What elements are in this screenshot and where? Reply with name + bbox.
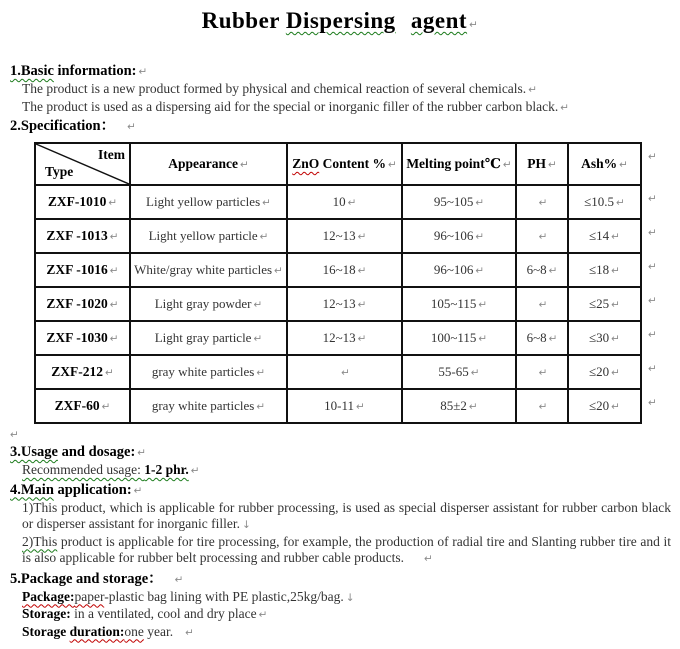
corner-label-type: Type xyxy=(45,164,74,179)
package-word-misspelled: paper xyxy=(74,588,105,604)
paragraph-mark: ↵ xyxy=(648,295,657,307)
cell-value: 96~106 xyxy=(433,228,474,243)
paragraph-mark: ↵ xyxy=(109,333,119,345)
specification-table xyxy=(34,142,660,424)
cell-value: 10-11 xyxy=(324,398,355,413)
heading-text: 3.Usage xyxy=(10,444,58,460)
paragraph-mark: ↵ xyxy=(648,363,657,375)
paragraph-mark: ↵ xyxy=(648,151,657,163)
header-text: Ash% xyxy=(581,156,618,171)
header-text-misspelled: ZnO xyxy=(292,156,320,171)
paragraph-mark: ↵ xyxy=(611,231,620,243)
cell-value: 96~106 xyxy=(433,262,474,277)
cell-value: ZXF-212 xyxy=(51,364,103,379)
paragraph-mark: ↵ xyxy=(648,227,657,239)
paragraph-mark: ↵ xyxy=(547,159,557,171)
cell-value: 105~115 xyxy=(430,296,477,311)
paragraph-mark: ↵ xyxy=(502,159,512,171)
paragraph-mark: ↵ xyxy=(619,159,628,171)
paragraph-mark: ↵ xyxy=(10,429,19,441)
paragraph-mark: ↵ xyxy=(538,197,548,209)
paragraph-mark: ↵ xyxy=(648,329,657,341)
cell-melting xyxy=(402,389,516,423)
heading-text: 1.Basic xyxy=(10,63,54,79)
paragraph-mark: ↵ xyxy=(611,367,620,379)
paragraph-mark: ↵ xyxy=(424,553,433,565)
cell-value: Light yellow particle xyxy=(148,228,258,243)
duration-label: Storage xyxy=(22,623,70,639)
paragraph-mark: ↵ xyxy=(387,159,397,171)
paragraph-mark: ↵ xyxy=(253,299,263,311)
paragraph-text-misspelled: 2)This xyxy=(22,533,58,549)
paragraph-mark: ↵ xyxy=(468,401,478,413)
heading-text: 4.Main xyxy=(10,481,54,498)
cell-appearance xyxy=(130,321,287,355)
cell-ash xyxy=(568,253,641,287)
paragraph-mark: ↵ xyxy=(538,401,548,413)
cell-value: 12~13 xyxy=(322,228,356,243)
cell-ash xyxy=(568,355,641,389)
paragraph-mark: ↵ xyxy=(616,197,625,209)
cell-appearance xyxy=(130,287,287,321)
paragraph-mark: ↵ xyxy=(357,265,367,277)
cell-value: gray white particles xyxy=(151,364,255,379)
paragraph-mark: ↵ xyxy=(101,401,111,413)
heading-text: application: xyxy=(53,481,132,498)
paragraph-mark: ↵ xyxy=(538,231,548,243)
section-heading-usage-dosage xyxy=(0,443,680,462)
row-end-mark xyxy=(641,185,659,219)
header-zno-content xyxy=(287,143,402,185)
usage-label: Recommended usage: xyxy=(22,462,145,477)
empty-paragraph xyxy=(0,427,680,442)
cell-value: 95~105 xyxy=(433,194,474,209)
cell-type xyxy=(35,355,130,389)
cell-value: ZXF -1016 xyxy=(46,262,108,277)
cell-melting xyxy=(402,321,516,355)
row-end-mark xyxy=(641,143,659,185)
cell-value: 6~8 xyxy=(526,262,547,277)
cell-value: Light gray particle xyxy=(154,330,252,345)
paragraph-mark: ↵ xyxy=(256,367,266,379)
cell-ph xyxy=(516,185,568,219)
cell-value: ≤18 xyxy=(589,262,610,277)
paragraph-mark: ↵ xyxy=(109,265,119,277)
cell-type xyxy=(35,321,130,355)
table-row xyxy=(35,389,659,423)
duration-word-misspelled: one xyxy=(124,623,144,639)
section-heading-specification xyxy=(0,117,680,136)
cell-value: ZXF -1030 xyxy=(46,330,108,345)
document-title xyxy=(0,0,680,40)
row-end-mark xyxy=(641,253,659,287)
table-corner-cell xyxy=(35,143,130,185)
cell-ph xyxy=(516,355,568,389)
paragraph-mark: ↵ xyxy=(538,367,548,379)
header-text: Melting point℃ xyxy=(406,156,501,171)
table-row xyxy=(35,287,659,321)
header-text: PH xyxy=(527,156,546,171)
paragraph-mark: ↵ xyxy=(528,84,537,96)
paragraph-mark: ↵ xyxy=(548,333,558,345)
paragraph-mark: ↵ xyxy=(611,333,620,345)
line-break-mark: ↓ xyxy=(345,591,355,604)
paragraph-storage-duration xyxy=(0,624,680,642)
paragraph-text xyxy=(22,462,189,477)
header-text: Content % xyxy=(319,156,386,171)
corner-label-item: Item xyxy=(98,147,125,162)
cell-ash xyxy=(568,389,641,423)
header-ash xyxy=(568,143,641,185)
paragraph-mark: ↵ xyxy=(262,197,271,209)
table-row xyxy=(35,321,659,355)
title-word: Rubber xyxy=(201,8,280,33)
paragraph-mark: ↵ xyxy=(475,231,485,243)
cell-appearance xyxy=(130,185,287,219)
paragraph-mark: ↵ xyxy=(341,367,350,379)
cell-zno xyxy=(287,219,402,253)
cell-value: ≤14 xyxy=(589,228,610,243)
paragraph-mark: ↵ xyxy=(357,333,367,345)
cell-value: ≤10.5 xyxy=(584,194,615,209)
table-row xyxy=(35,185,659,219)
cell-ph xyxy=(516,219,568,253)
cell-value: 55-65 xyxy=(438,364,469,379)
cell-value: ≤30 xyxy=(589,330,610,345)
paragraph-mark: ↵ xyxy=(548,265,558,277)
paragraph-mark: ↵ xyxy=(469,19,479,31)
cell-melting xyxy=(402,185,516,219)
package-label: Package: xyxy=(22,588,75,604)
paragraph-mark: ↵ xyxy=(648,397,657,409)
cell-ph xyxy=(516,389,568,423)
header-melting-point xyxy=(402,143,516,185)
paragraph-mark: ↵ xyxy=(109,231,119,243)
paragraph-text: The product is used as a dispersing aid for the special or inorganic filler of the rubber carbon black. xyxy=(22,98,559,114)
paragraph-mark: ↵ xyxy=(109,299,119,311)
table-row xyxy=(35,253,659,287)
paragraph-application-1 xyxy=(0,500,680,534)
header-text: Appearance xyxy=(168,156,238,171)
paragraph-text: 1)This product, which is applicable for rubber processing, is used as special disperser assistant for rubber carbon black or disperser assistant for inorganic filler. xyxy=(22,499,671,531)
cell-melting xyxy=(402,355,516,389)
heading-text: information: xyxy=(53,63,137,79)
cell-value: 12~13 xyxy=(322,330,356,345)
cell-melting xyxy=(402,253,516,287)
paragraph-mark: ↵ xyxy=(185,626,194,639)
cell-ash xyxy=(568,321,641,355)
paragraph-basic-info-2 xyxy=(0,99,680,117)
paragraph-mark: ↵ xyxy=(133,484,143,497)
paragraph-mark: ↵ xyxy=(256,401,266,413)
cell-ash xyxy=(568,287,641,321)
section-heading-main-application xyxy=(0,481,680,500)
cell-type xyxy=(35,185,130,219)
header-ph xyxy=(516,143,568,185)
paragraph-mark: ↵ xyxy=(174,573,184,586)
cell-zno xyxy=(287,355,402,389)
paragraph-basic-info-1 xyxy=(0,81,680,99)
duration-label-misspelled: duration: xyxy=(69,623,125,639)
paragraph-text: year. xyxy=(143,623,174,639)
paragraph-mark: ↵ xyxy=(357,231,367,243)
paragraph-text: -plastic bag lining with PE plastic,25kg/bag. xyxy=(104,588,344,604)
paragraph-mark: ↵ xyxy=(274,265,283,277)
paragraph-mark: ↵ xyxy=(611,299,620,311)
section-heading-package-storage xyxy=(0,570,680,589)
cell-type xyxy=(35,253,130,287)
cell-value: Light gray powder xyxy=(154,296,252,311)
cell-value: ZXF -1013 xyxy=(46,228,108,243)
paragraph-mark: ↵ xyxy=(259,231,269,243)
cell-zno xyxy=(287,185,402,219)
paragraph-mark: ↵ xyxy=(611,401,620,413)
cell-ph xyxy=(516,287,568,321)
storage-label: Storage: xyxy=(22,606,71,621)
paragraph-mark: ↵ xyxy=(239,159,249,171)
paragraph-mark: ↵ xyxy=(253,333,263,345)
heading-text: and dosage: xyxy=(57,444,136,460)
cell-ash xyxy=(568,219,641,253)
paragraph-mark: ↵ xyxy=(190,465,200,477)
cell-appearance xyxy=(130,389,287,423)
paragraph-mark: ↵ xyxy=(127,121,136,133)
heading-text: 2.Specification： xyxy=(10,118,116,134)
paragraph-mark: ↵ xyxy=(347,197,357,209)
row-end-mark xyxy=(641,389,659,423)
paragraph-mark: ↵ xyxy=(104,367,114,379)
paragraph-storage xyxy=(0,606,680,624)
paragraph-application-2 xyxy=(0,534,680,568)
cell-value: ZXF-60 xyxy=(54,398,100,413)
cell-zno xyxy=(287,253,402,287)
table-header-row xyxy=(35,143,659,185)
paragraph-mark: ↵ xyxy=(475,197,485,209)
cell-zno xyxy=(287,389,402,423)
cell-value: 100~115 xyxy=(430,330,477,345)
paragraph-text: The product is a new product formed by physical and chemical reaction of several chemicals. xyxy=(22,81,527,96)
cell-zno xyxy=(287,321,402,355)
cell-value: 10 xyxy=(332,194,346,209)
paragraph-mark: ↵ xyxy=(137,447,147,459)
cell-appearance xyxy=(130,355,287,389)
cell-value: 85±2 xyxy=(440,398,467,413)
row-end-mark xyxy=(641,219,659,253)
paragraph-mark: ↵ xyxy=(138,66,148,78)
cell-melting xyxy=(402,287,516,321)
table-row xyxy=(35,219,659,253)
cell-ph xyxy=(516,253,568,287)
cell-value: gray white particles xyxy=(151,398,255,413)
paragraph-mark: ↵ xyxy=(470,367,480,379)
table-row xyxy=(35,355,659,389)
paragraph-mark: ↵ xyxy=(356,401,365,413)
cell-type xyxy=(35,287,130,321)
row-end-mark xyxy=(641,321,659,355)
cell-ph xyxy=(516,321,568,355)
cell-value: 16~18 xyxy=(322,262,356,277)
cell-value: White/gray white particles xyxy=(134,262,273,277)
cell-value: ≤20 xyxy=(589,398,610,413)
paragraph-text: in a ventilated, cool and dry place xyxy=(70,606,257,621)
paragraph-mark: ↵ xyxy=(611,265,620,277)
cell-ash xyxy=(568,185,641,219)
line-break-mark: ↓ xyxy=(241,519,251,531)
cell-value: Light yellow particles xyxy=(146,194,261,209)
cell-appearance xyxy=(130,219,287,253)
title-word-misspelled: Dispersing xyxy=(285,8,396,33)
usage-value: 1-2 phr. xyxy=(144,462,189,477)
cell-appearance xyxy=(130,253,287,287)
paragraph-mark: ↵ xyxy=(648,261,657,273)
paragraph-mark: ↵ xyxy=(538,299,548,311)
paragraph-text: product is applicable for tire processing, for example, the production of radial tire and Slanting rubber tire and it is also applicable for rubber belt processing and rubber cable products. xyxy=(22,533,671,565)
cell-melting xyxy=(402,219,516,253)
heading-text: 5.Package and storage： xyxy=(10,570,163,587)
paragraph-mark: ↵ xyxy=(560,101,570,114)
cell-type xyxy=(35,219,130,253)
cell-value: ≤25 xyxy=(589,296,610,311)
cell-value: 6~8 xyxy=(526,330,547,345)
cell-value: ZXF-1010 xyxy=(47,194,107,209)
cell-zno xyxy=(287,287,402,321)
paragraph-mark: ↵ xyxy=(258,609,268,621)
cell-value: ≤20 xyxy=(589,364,610,379)
row-end-mark xyxy=(641,355,659,389)
paragraph-mark: ↵ xyxy=(475,265,485,277)
title-word-misspelled: agent xyxy=(410,8,468,33)
header-appearance xyxy=(130,143,287,185)
paragraph-package xyxy=(0,589,680,607)
paragraph-mark: ↵ xyxy=(357,299,367,311)
paragraph-mark: ↵ xyxy=(648,193,657,205)
cell-value: 12~13 xyxy=(322,296,356,311)
paragraph-mark: ↵ xyxy=(478,299,488,311)
section-heading-basic-information xyxy=(0,62,680,81)
paragraph-mark: ↵ xyxy=(478,333,488,345)
paragraph-mark: ↵ xyxy=(108,197,118,209)
row-end-mark xyxy=(641,287,659,321)
paragraph-recommended-usage xyxy=(0,462,680,480)
cell-value: ZXF -1020 xyxy=(46,296,108,311)
cell-type xyxy=(35,389,130,423)
